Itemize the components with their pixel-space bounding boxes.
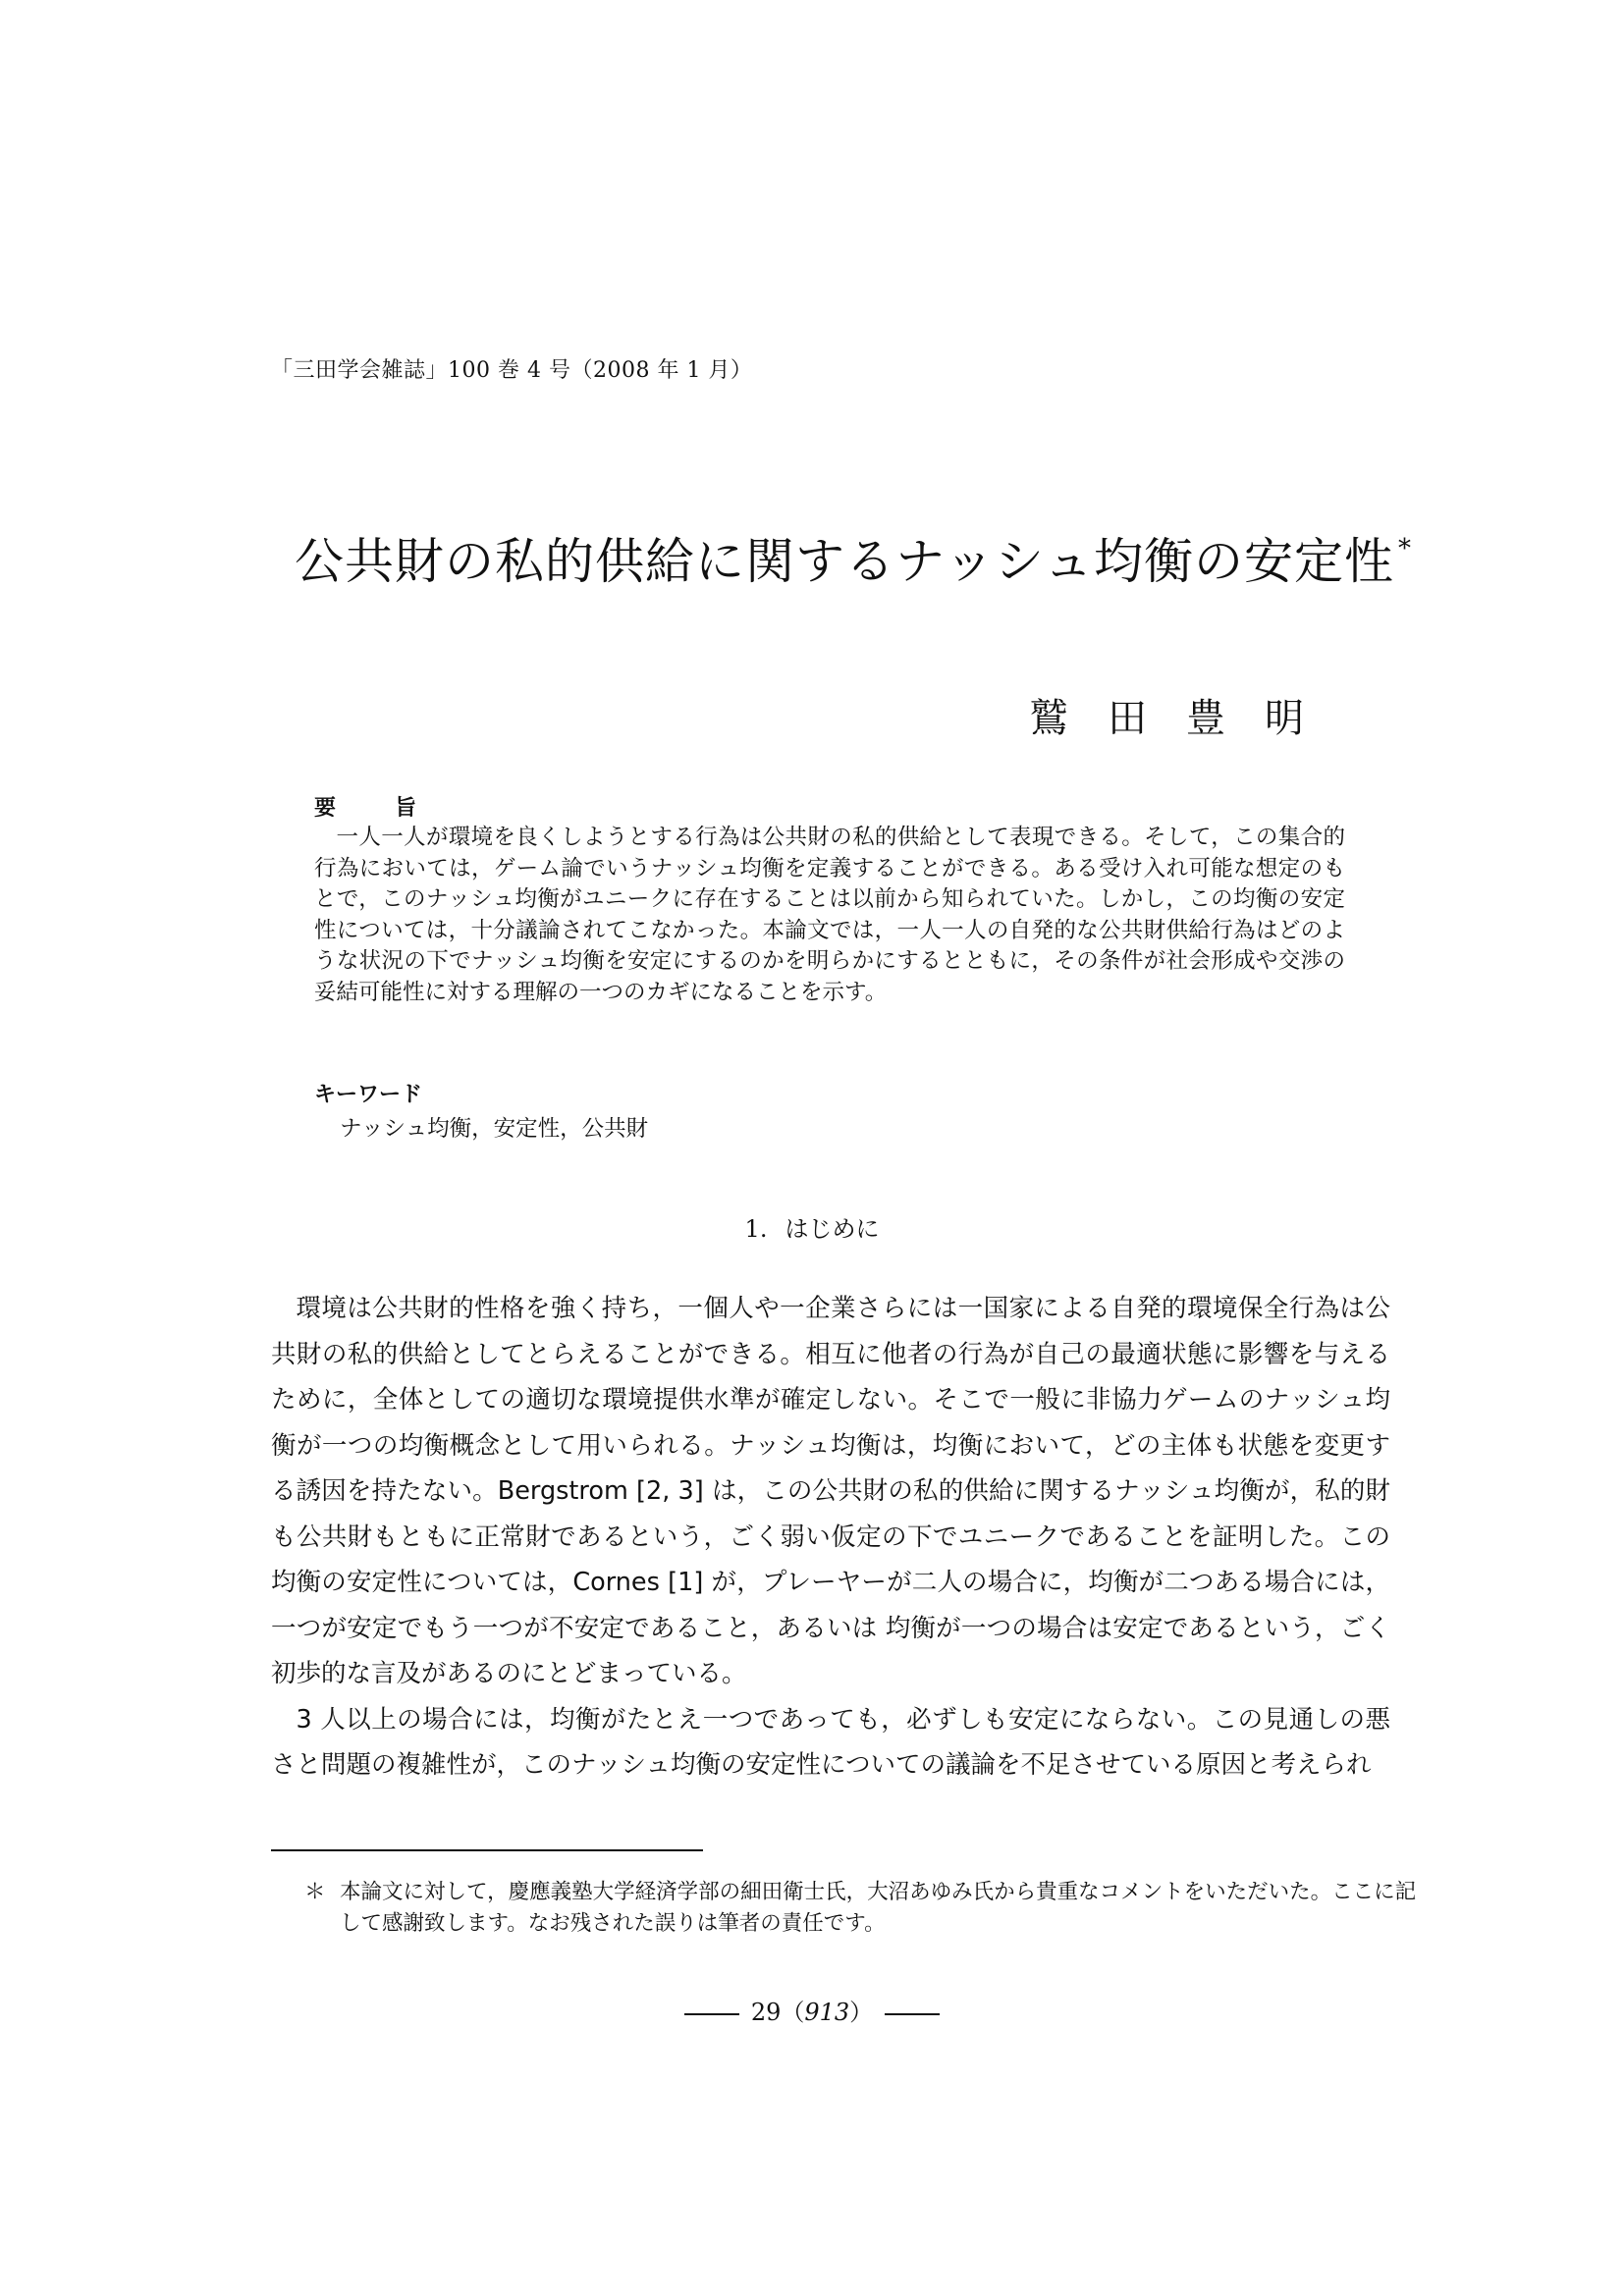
footnote-mark: ＊ — [304, 1880, 326, 1904]
title-footnote-mark: * — [1398, 534, 1412, 563]
abstract-text: 一人一人が環境を良くしようとする行為は公共財の私的供給として表現できる。そして，この集合的行為においては，ゲーム論でいうナッシュ均衡を定義することができる。ある受け入れ可能な想定のもとで，このナッシュ均衡がユニークに存在することは以前から知られていた。しかし，この均衡の安定性については，十分議論されてこなかった。本論文では，一人一人の自発的な公共財供給行為はどのような状況の下でナッシュ均衡を安定にするのかを明らかにするとともに，その条件が社会形成や交渉の妥結可能性に対する理解の一つのカギになることを示す。 — [314, 825, 1345, 1005]
article-title — [295, 522, 1412, 593]
body-text — [271, 1286, 1390, 1789]
body-paragraph: 3 人以上の場合には，均衡がたとえ一つであっても，必ずしも安定にならない。この見通しの悪さと問題の複雑性が，このナッシュ均衡の安定性についての議論を不足させている原因と考えられ — [271, 1704, 1390, 1780]
article-title-text: 公共財の私的供給に関するナッシュ均衡の安定性 — [295, 533, 1394, 590]
keywords-heading: キーワード — [314, 1083, 423, 1107]
section-number: 1. — [744, 1215, 768, 1243]
journal-header: 「三田学会雑誌」100 巻 4 号（2008 年 1 月） — [271, 358, 753, 383]
page-dash-right — [885, 2013, 940, 2015]
page-number: 29（913） — [0, 1993, 1624, 2027]
section-title: はじめに — [785, 1215, 880, 1243]
keywords-list: ナッシュ均衡，安定性，公共財 — [340, 1116, 649, 1142]
page-dash-left — [684, 2013, 739, 2015]
body-paragraph: 環境は公共財的性格を強く持ち，一個人や一企業さらには一国家による自発的環境保全行為は公共財の私的供給としてとらえることができる。相互に他者の行為が自己の最適状態に影響を与えるために，全体としての適切な環境提供水準が確定しない。そこで一般に非協力ゲームのナッシュ均衡が一つの均衡概念として用いられる。ナッシュ均衡は，均衡において，どの主体も状態を変更する誘因を持たない。Bergstrom [2, 3] は，この公共財の私的供給に関するナッシュ均衡が，私的財も公共財もともに正常財であるという，ごく弱い仮定の下でユニークであることを証明した。この均衡の安定性については，Cornes [1] が，プレーヤーが二人の場合に，均衡が二つある場合には，一つが安定でもう一つが不安定であること，あるいは 均衡が一つの場合は安定であるという，ごく初歩的な言及があるのにとどまっている。 — [271, 1294, 1390, 1688]
abstract-heading: 要旨 — [314, 796, 476, 821]
footnote — [304, 1877, 1430, 1940]
page-number-value: 29 — [750, 1999, 782, 2026]
author-name: 鷲田豊明 — [1029, 696, 1343, 741]
footnote-text: 本論文に対して，慶應義塾大学経済学部の細田衛士氏，大沼あゆみ氏から貴重なコメントをいただいた。ここに記して感謝致します。なお残された誤りは筆者の責任です。 — [340, 1880, 1417, 1936]
section-heading — [0, 1209, 1624, 1244]
footnote-divider — [271, 1849, 703, 1851]
original-page-number: 913 — [804, 1999, 850, 2026]
